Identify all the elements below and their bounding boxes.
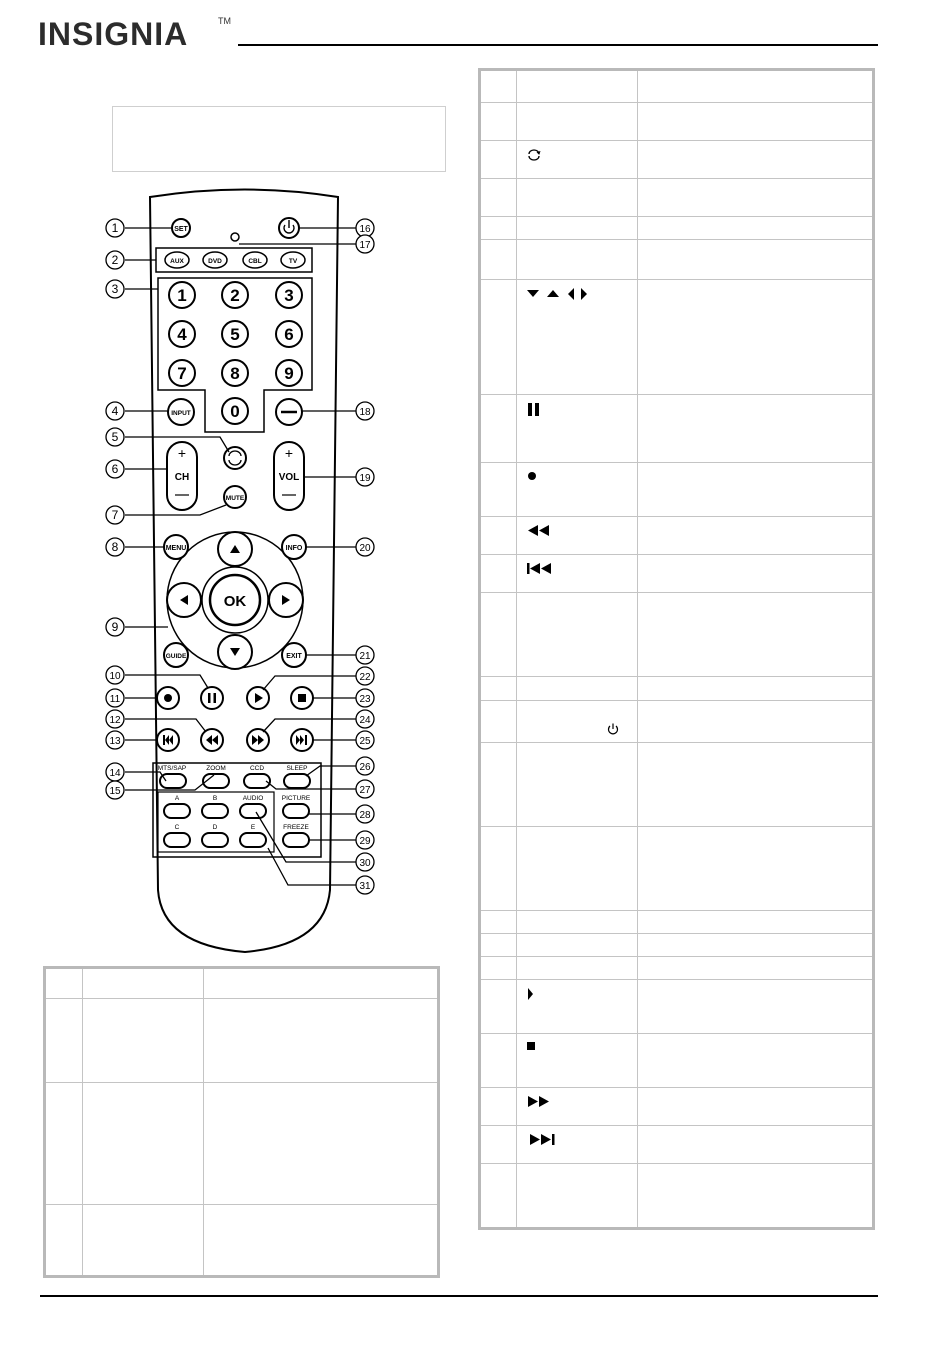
svg-text:6: 6: [111, 462, 119, 476]
svg-text:6: 6: [284, 325, 294, 344]
table-row: [480, 1088, 874, 1126]
svg-text:7: 7: [111, 508, 119, 522]
svg-text:+: +: [177, 445, 187, 461]
table-row: [480, 1034, 874, 1088]
table-row: [480, 980, 874, 1034]
svg-text:12: 12: [109, 715, 121, 726]
table-row: [480, 463, 874, 517]
set-label: SET: [174, 226, 188, 233]
svg-text:OK: OK: [223, 593, 247, 610]
left-table: [43, 966, 440, 1278]
svg-text:VOL: VOL: [278, 472, 300, 483]
table-row: [480, 934, 874, 957]
svg-text:7: 7: [177, 364, 187, 383]
svg-text:8: 8: [230, 364, 240, 383]
svg-text:FREEZE: FREEZE: [283, 824, 309, 831]
table-row: [480, 1126, 874, 1164]
svg-text:11: 11: [109, 694, 121, 705]
svg-text:30: 30: [359, 858, 371, 869]
svg-text:5: 5: [230, 325, 240, 344]
svg-text:16: 16: [359, 224, 371, 235]
svg-text:MENU: MENU: [165, 545, 187, 552]
header-rule: [238, 44, 878, 46]
svg-text:9: 9: [111, 620, 119, 634]
svg-text:2: 2: [230, 286, 240, 305]
footer-rule: [40, 1295, 878, 1297]
table-row: [480, 677, 874, 701]
svg-text:14: 14: [109, 768, 121, 779]
stop-icon: [527, 1042, 535, 1050]
svg-text:15: 15: [109, 786, 121, 797]
table-row: [480, 911, 874, 934]
svg-text:PICTURE: PICTURE: [281, 795, 311, 802]
right-table: [478, 68, 875, 1230]
fast-forward-icon: [527, 1096, 551, 1107]
table-row: [480, 395, 874, 463]
note-box: [112, 106, 446, 172]
svg-text:CCD: CCD: [249, 765, 265, 772]
svg-text:AUX: AUX: [170, 258, 184, 265]
svg-text:EXIT: EXIT: [286, 653, 302, 660]
table-row: [480, 103, 874, 141]
skip-back-icon: [527, 563, 553, 574]
svg-text:ZOOM: ZOOM: [206, 765, 226, 772]
svg-text:10: 10: [109, 671, 121, 682]
svg-text:1: 1: [177, 286, 187, 305]
svg-text:C: C: [174, 824, 180, 831]
table-header-row: [480, 70, 874, 103]
table-row: [45, 999, 439, 1083]
svg-text:29: 29: [359, 836, 371, 847]
svg-text:18: 18: [359, 407, 371, 418]
skip-forward-icon: [529, 1134, 557, 1145]
table-row: [480, 701, 874, 743]
svg-text:INFO: INFO: [285, 545, 303, 552]
table-row: [480, 827, 874, 911]
svg-text:4: 4: [177, 325, 187, 344]
svg-text:A: A: [174, 795, 180, 802]
svg-text:17: 17: [359, 240, 371, 251]
svg-text:E: E: [250, 824, 256, 831]
table-row: [480, 217, 874, 240]
svg-text:TV: TV: [288, 258, 298, 265]
svg-text:20: 20: [359, 543, 371, 554]
svg-text:+: +: [284, 445, 294, 461]
svg-text:2: 2: [111, 253, 119, 267]
svg-text:5: 5: [111, 430, 119, 444]
svg-text:19: 19: [359, 473, 371, 484]
pause-button: [201, 687, 223, 709]
svg-text:27: 27: [359, 785, 371, 796]
table-row: [480, 957, 874, 980]
svg-text:21: 21: [359, 651, 371, 662]
remote-illustration: [95, 185, 395, 965]
table-row: [480, 1164, 874, 1229]
svg-text:4: 4: [111, 404, 119, 418]
table-header-row: [45, 968, 439, 999]
svg-text:MUTE: MUTE: [225, 495, 245, 502]
svg-text:28: 28: [359, 810, 371, 821]
power-icon: [607, 723, 619, 738]
rewind-icon: [527, 525, 551, 536]
svg-text:3: 3: [284, 286, 294, 305]
table-row: [480, 280, 874, 395]
svg-text:MTS/SAP: MTS/SAP: [157, 765, 187, 772]
pause-icon: [527, 403, 541, 416]
svg-text:DVD: DVD: [208, 258, 222, 265]
svg-text:25: 25: [359, 736, 371, 747]
table-row: [480, 593, 874, 677]
svg-text:13: 13: [109, 736, 121, 747]
table-row: [45, 1083, 439, 1205]
svg-text:9: 9: [284, 364, 294, 383]
svg-text:3: 3: [111, 282, 119, 296]
svg-text:SLEEP: SLEEP: [286, 765, 308, 772]
table-row: [45, 1205, 439, 1277]
svg-text:22: 22: [359, 672, 371, 683]
svg-text:CH: CH: [174, 472, 190, 483]
play-icon: [527, 988, 534, 1000]
svg-text:GUIDE: GUIDE: [165, 653, 187, 660]
svg-text:23: 23: [359, 694, 371, 705]
svg-text:D: D: [212, 824, 218, 831]
svg-text:B: B: [212, 795, 218, 802]
table-row: [480, 240, 874, 280]
table-row: [480, 141, 874, 179]
table-row: [480, 555, 874, 593]
indicator-led: [231, 233, 239, 241]
svg-text:AUDIO: AUDIO: [242, 795, 264, 802]
svg-text:0: 0: [230, 402, 240, 421]
svg-text:26: 26: [359, 762, 371, 773]
cycle-icon: [527, 149, 541, 161]
arrow-icons: [527, 288, 597, 300]
remote-diagram: [95, 185, 395, 965]
svg-text:CBL: CBL: [248, 258, 262, 265]
table-row: [480, 517, 874, 555]
svg-text:24: 24: [359, 715, 371, 726]
svg-text:INPUT: INPUT: [171, 410, 191, 417]
svg-text:1: 1: [111, 221, 119, 235]
svg-text:31: 31: [359, 881, 371, 892]
table-row: [480, 743, 874, 827]
brand-logo: INSIGNIA: [38, 16, 189, 52]
table-row: [480, 179, 874, 217]
record-icon: [527, 471, 537, 481]
svg-text:8: 8: [111, 540, 119, 554]
trademark: TM: [218, 16, 231, 26]
